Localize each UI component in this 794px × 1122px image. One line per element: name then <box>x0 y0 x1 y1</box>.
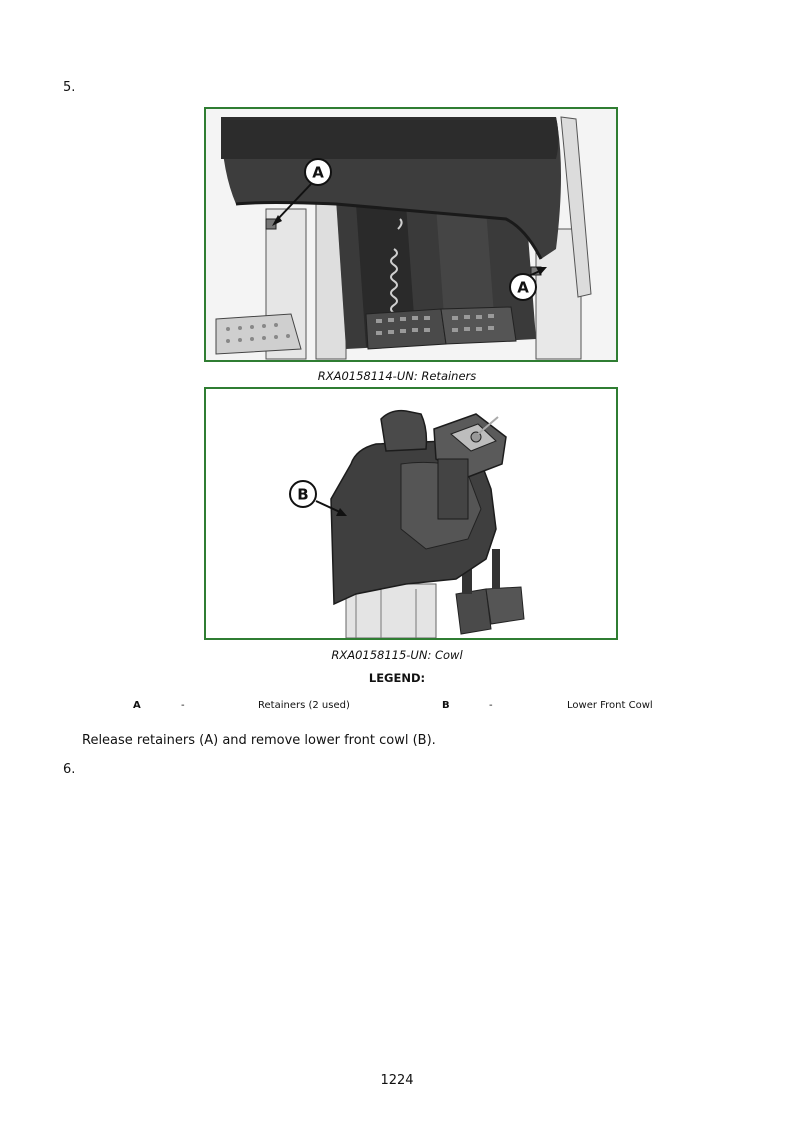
callout-a-top <box>305 159 331 185</box>
legend-dash-a: - <box>181 700 185 711</box>
legend-description-a: Retainers (2 used) <box>258 700 350 711</box>
callout-a-right <box>510 274 536 300</box>
svg-text:A: A <box>517 278 529 297</box>
step-number-6: 6. <box>63 762 76 777</box>
legend-key-b: B <box>442 700 450 711</box>
step-number-5: 5. <box>63 80 76 95</box>
legend-dash-b: - <box>489 700 493 711</box>
figure-cowl <box>204 387 618 640</box>
figure-caption-retainers: RXA0158114-UN: Retainers <box>317 369 477 383</box>
page-number: 1224 <box>380 1073 414 1088</box>
svg-text:B: B <box>297 485 309 504</box>
retainers-illustration <box>206 109 616 360</box>
legend-title: LEGEND: <box>368 671 426 685</box>
legend-description-b: Lower Front Cowl <box>567 700 653 711</box>
legend-key-a: A <box>133 700 141 711</box>
svg-text:A: A <box>312 163 324 182</box>
figure-caption-cowl: RXA0158115-UN: Cowl <box>331 648 463 662</box>
figure-retainers <box>204 107 618 362</box>
callout-b <box>290 481 316 507</box>
cowl-illustration <box>206 389 616 638</box>
instruction-text: Release retainers (A) and remove lower front cowl (B). <box>82 733 436 748</box>
